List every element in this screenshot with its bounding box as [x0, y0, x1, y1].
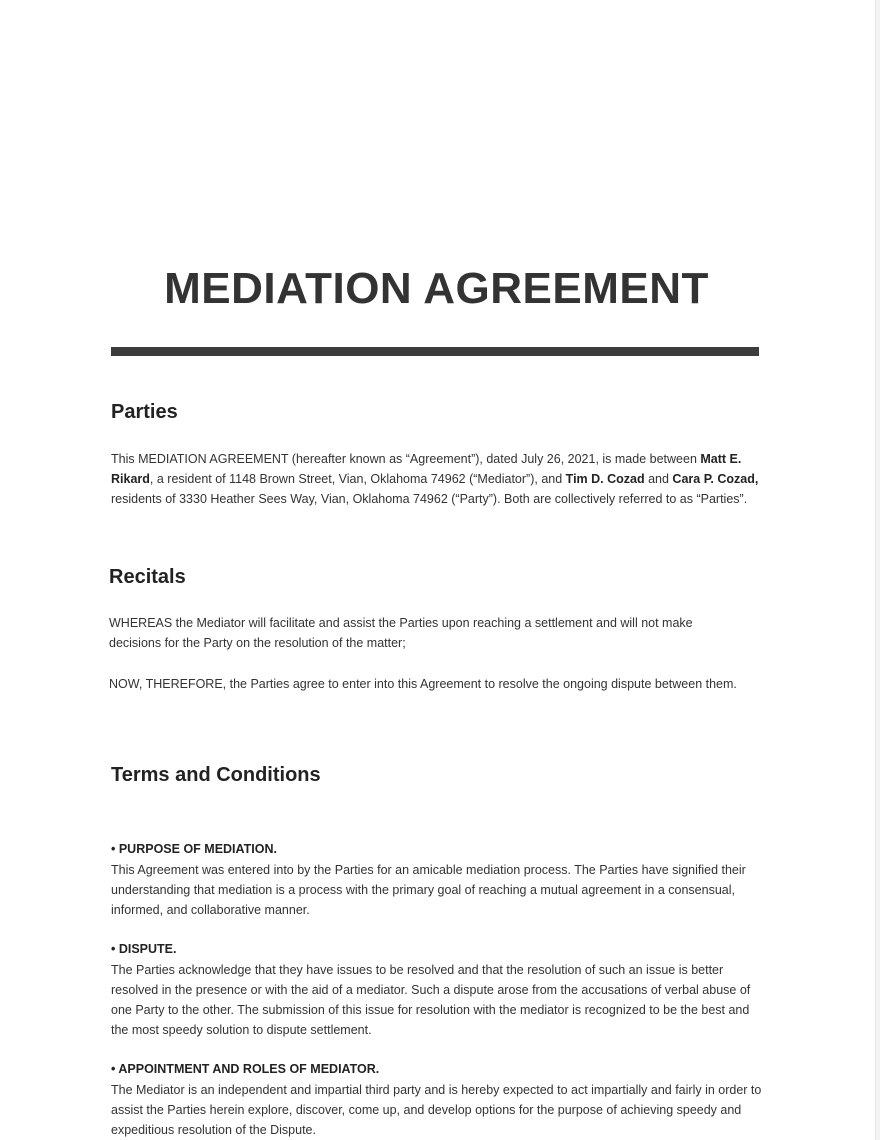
term-title-dispute: • DISPUTE. [111, 942, 177, 956]
party-2-name: Cara P. Cozad, [672, 472, 759, 486]
recitals-heading: Recitals [109, 566, 186, 588]
term-title-mediator-role: • APPOINTMENT AND ROLES OF MEDIATOR. [111, 1062, 380, 1076]
term-title-purpose: • PURPOSE OF MEDIATION. [111, 842, 277, 856]
recitals-paragraph-2: NOW, THEREFORE, the Parties agree to enter into this Agreement to resolve the ongoing dispute between them. [109, 677, 737, 691]
parties-paragraph [111, 449, 771, 509]
mediator-name: Matt E. Rikard [111, 452, 742, 486]
document-title: MEDIATION AGREEMENT [164, 264, 709, 313]
recitals-paragraph-1: WHEREAS the Mediator will facilitate and assist the Parties upon reaching a settlement and will not make decisions for the Party on the resolution of the matter; [109, 616, 693, 650]
parties-text-3: and [644, 472, 673, 486]
parties-text-1: This MEDIATION AGREEMENT (hereafter known as “Agreement”), dated July 26, 2021, is made between [111, 452, 701, 466]
parties-text-4: residents of 3330 Heather Sees Way, Vian, Oklahoma 74962 (“Party”). Both are collectively referred to as “Parties”. [111, 492, 748, 506]
page-edge [875, 0, 880, 1140]
term-body-purpose: This Agreement was entered into by the Parties for an amicable mediation process. The Parties have signified their understanding that mediation is a process with the primary goal of reaching a mutual agreement in a consensual, informed, and collaborative manner. [111, 863, 746, 917]
terms-heading: Terms and Conditions [111, 764, 321, 786]
term-body-mediator-role: The Mediator is an independent and impartial third party and is hereby expected to act impartially and fairly in order to assist the Parties herein explore, discover, come up, and develop options for the purpose of achieving speedy and expeditious resolution of the Dispute. [111, 1083, 762, 1137]
title-divider [111, 347, 759, 356]
parties-text-2: , a resident of 1148 Brown Street, Vian, Oklahoma 74962 (“Mediator”), and [149, 472, 566, 486]
party-1-name: Tim D. Cozad [565, 472, 645, 486]
parties-heading: Parties [111, 401, 178, 423]
term-body-dispute: The Parties acknowledge that they have issues to be resolved and that the resolution of such an issue is better resolved in the presence or with the aid of a mediator. Such a dispute arose from the accusations of verbal abuse of one Party to the other. The submission of this issue for resolution with the mediator is recognized to be the best and the most speedy solution to dispute settlement. [111, 963, 751, 1037]
